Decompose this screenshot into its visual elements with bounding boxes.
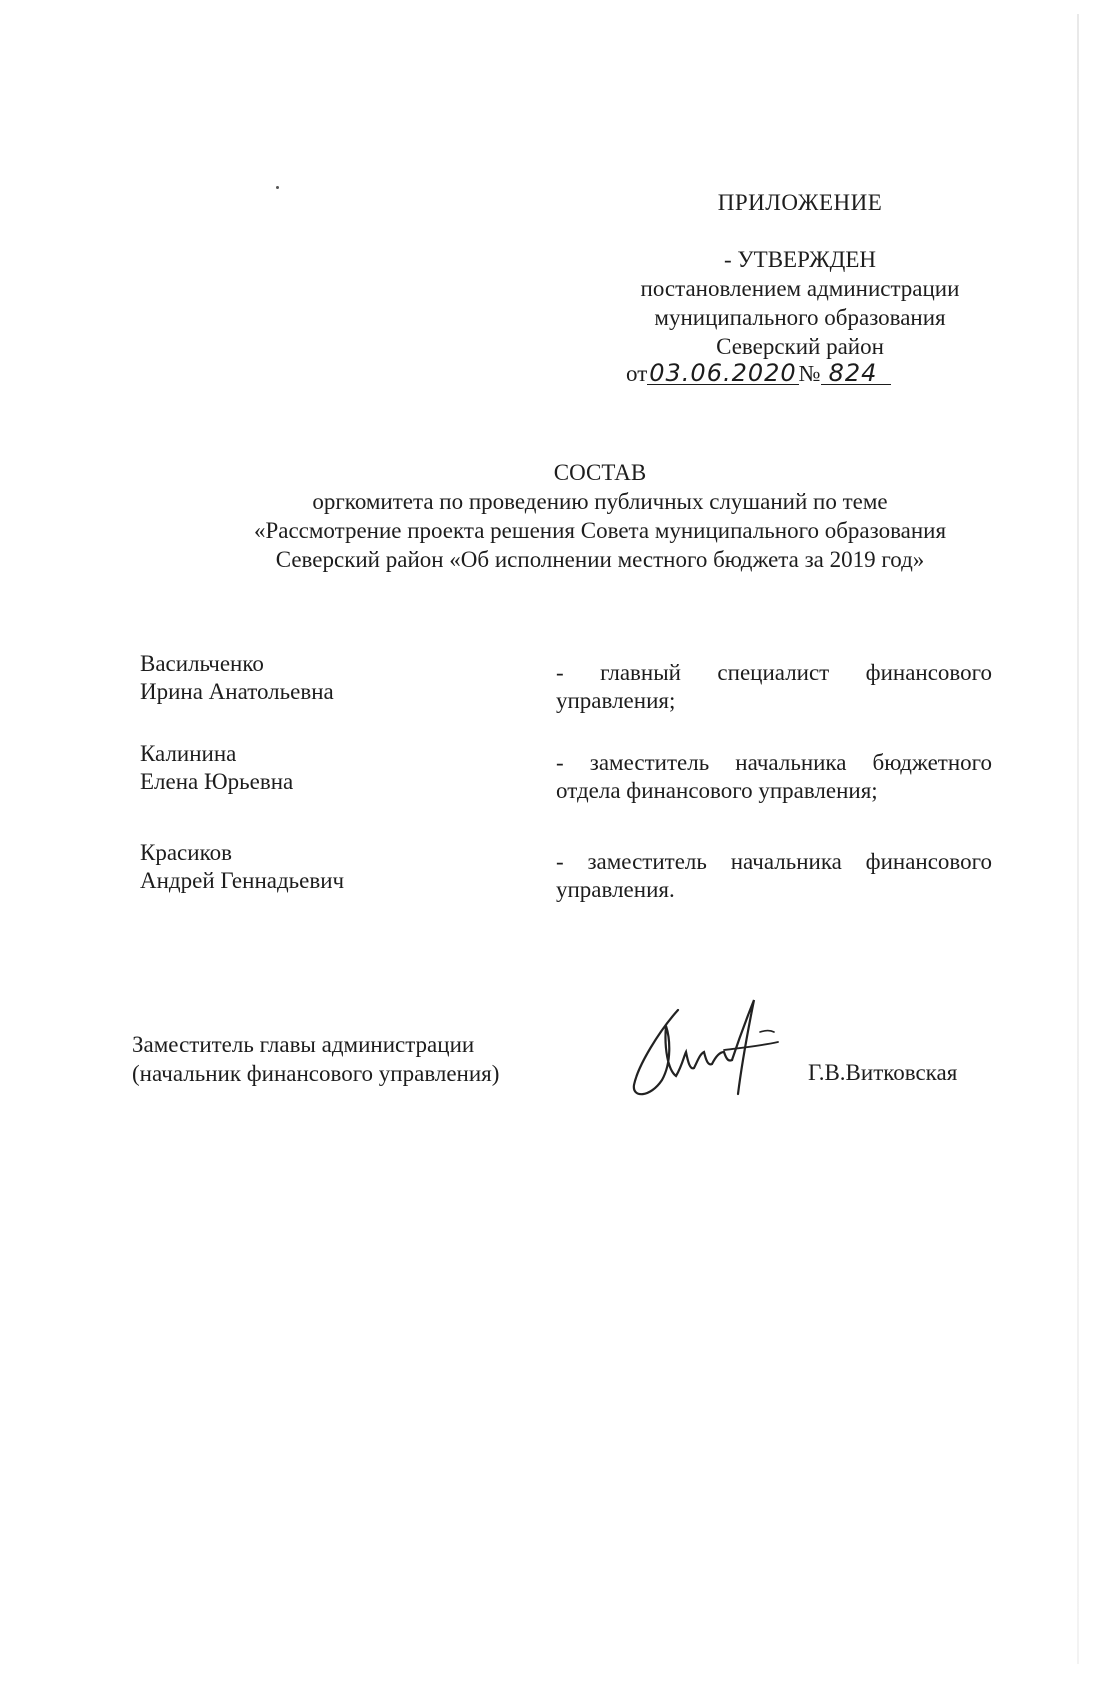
title-line-3: Северский район «Об исполнении местного бюджета за 2019 год»	[275, 547, 925, 572]
member-role-3: - заместитель начальника финансового управления.	[556, 849, 992, 902]
signatory-name: Г.В.Витковская	[808, 1060, 958, 1085]
number-prefix: №	[798, 361, 821, 386]
approval-line-2: муниципального образования	[654, 305, 946, 330]
appendix-heading: ПРИЛОЖЕНИЕ	[717, 190, 883, 215]
member-given-names: Ирина Анатольевна	[140, 679, 334, 704]
signatory-position-line-2: (начальник финансового управления)	[132, 1061, 500, 1086]
approval-block	[600, 188, 1000, 388]
document-title	[150, 458, 1050, 574]
approval-date-line	[600, 359, 1000, 388]
approved-label: - УТВЕРЖДЕН	[723, 247, 877, 272]
member-surname: Васильченко	[140, 651, 264, 676]
member-name-1	[140, 650, 500, 706]
date-prefix: от	[626, 361, 648, 386]
member-surname: Красиков	[140, 840, 232, 865]
handwritten-number: 824	[821, 362, 892, 385]
member-name-3	[140, 839, 500, 895]
approval-line-3: Северский район	[716, 334, 884, 359]
title-line-2: «Рассмотрение проекта решения Совета муниципального образования	[253, 518, 947, 543]
member-name-2	[140, 740, 500, 796]
member-given-names: Елена Юрьевна	[140, 769, 294, 794]
handwritten-signature	[620, 990, 790, 1105]
scan-speck	[276, 186, 279, 189]
member-given-names: Андрей Геннадьевич	[140, 868, 345, 893]
signatory-position-line-1: Заместитель главы администрации	[132, 1032, 475, 1057]
title-heading: СОСТАВ	[553, 460, 647, 485]
member-role-1: - главный специалист финансового управления;	[556, 660, 992, 713]
title-line-1: оргкомитета по проведению публичных слушаний по теме	[312, 489, 888, 514]
approval-line-1: постановлением администрации	[640, 276, 960, 301]
scan-edge	[1077, 14, 1079, 1664]
member-surname: Калинина	[140, 741, 237, 766]
signatory-position	[132, 1030, 572, 1088]
handwritten-date: 03.06.2020	[649, 359, 797, 387]
member-role-2: - заместитель начальника бюджетного отдела финансового управления;	[556, 750, 992, 803]
